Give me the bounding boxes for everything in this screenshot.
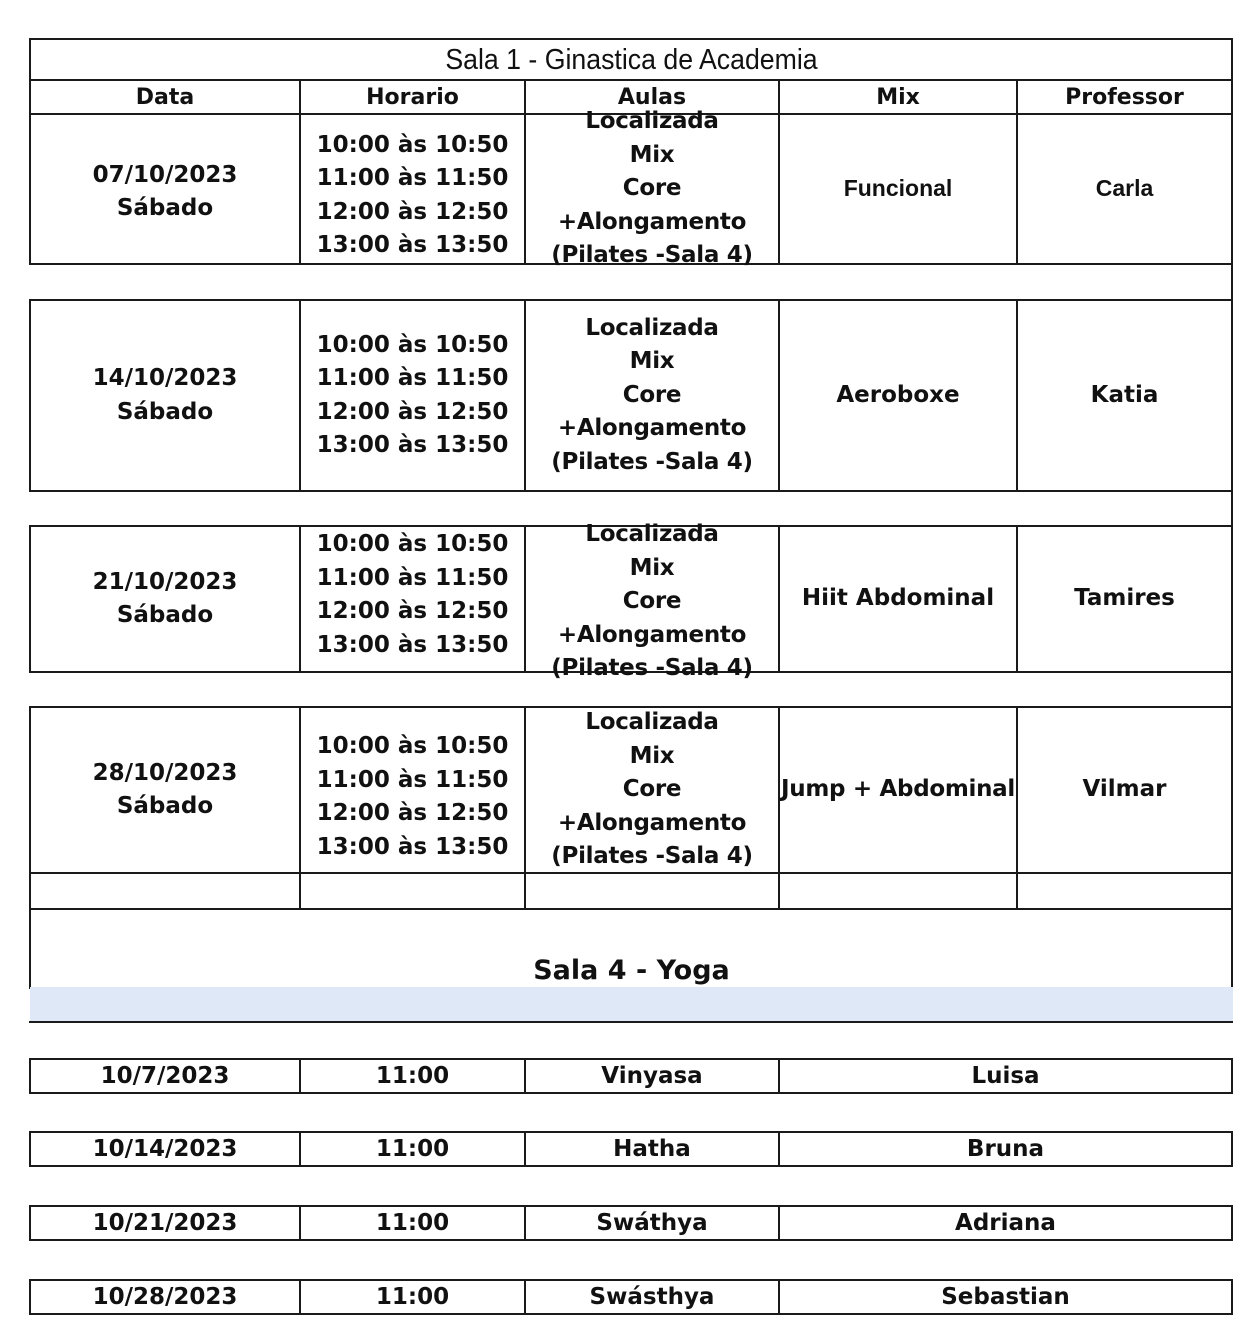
sala1-title: Sala 1 - Ginastica de Academia xyxy=(445,43,818,76)
time-slot: 11:00 às 11:50 xyxy=(316,766,509,793)
yoga-aula: Swásthya xyxy=(589,1284,715,1310)
aula-item: (Pilates -Sala 4) xyxy=(551,843,753,870)
aula-item: Core +Alongamento xyxy=(557,588,747,648)
yoga-time: 11:00 xyxy=(375,1284,450,1310)
header-horario: Horario xyxy=(366,84,459,110)
yoga-date: 10/21/2023 xyxy=(92,1210,238,1236)
time-slot: 13:00 às 13:50 xyxy=(316,631,509,658)
table-border xyxy=(29,1165,1233,1167)
sala4-title: Sala 4 - Yoga xyxy=(533,954,730,986)
aula-item: Core +Alongamento xyxy=(557,175,747,235)
mix-class: Hiit Abdominal xyxy=(801,585,995,612)
aula-item: Mix xyxy=(629,348,675,375)
row-aulas-cell xyxy=(526,108,778,269)
date: 14/10/2023 xyxy=(92,365,238,391)
table-border xyxy=(1231,1131,1233,1167)
yoga-aula: Vinyasa xyxy=(601,1063,703,1089)
aula-item: (Pilates -Sala 4) xyxy=(551,242,753,269)
date: 07/10/2023 xyxy=(92,161,238,188)
time-slot: 11:00 às 11:50 xyxy=(316,564,509,591)
row-professor-cell xyxy=(1018,708,1231,872)
mix-class: Funcional xyxy=(843,175,953,202)
time-slot: 10:00 às 10:50 xyxy=(316,331,509,358)
row-date-cell xyxy=(31,301,299,490)
time-slot: 10:00 às 10:50 xyxy=(316,531,509,557)
aula-item: (Pilates -Sala 4) xyxy=(551,655,753,682)
aula-item: Mix xyxy=(629,742,675,769)
row-date-cell xyxy=(31,708,299,872)
yoga-aula: Hatha xyxy=(613,1136,691,1162)
aula-item: Localizada xyxy=(585,521,719,548)
table-border xyxy=(1231,1058,1233,1094)
table-border xyxy=(1231,38,1233,910)
aula-item: Localizada xyxy=(585,314,719,341)
weekday: Sábado xyxy=(116,195,214,221)
row-mix-cell xyxy=(780,708,1016,872)
row-aulas-cell xyxy=(526,301,778,490)
row-times-cell xyxy=(301,527,524,663)
table-border xyxy=(29,1021,1233,1023)
table-border xyxy=(29,1313,1233,1315)
row-professor-cell xyxy=(1018,527,1231,671)
yoga-time: 11:00 xyxy=(375,1210,450,1236)
date: 21/10/2023 xyxy=(92,568,238,595)
yoga-date: 10/7/2023 xyxy=(100,1063,230,1089)
time-slot: 10:00 às 10:50 xyxy=(316,131,509,158)
yoga-time: 11:00 xyxy=(375,1136,450,1162)
table-border xyxy=(29,490,1233,492)
row-times-cell xyxy=(301,301,524,490)
professor-name: Carla xyxy=(1095,175,1154,202)
row-times-cell xyxy=(301,128,524,263)
time-slot: 12:00 às 12:50 xyxy=(316,598,509,624)
aula-item: Core +Alongamento xyxy=(557,776,747,836)
professor-name: Katia xyxy=(1090,381,1159,408)
time-slot: 13:00 às 13:50 xyxy=(316,833,509,860)
yoga-aula: Swáthya xyxy=(596,1210,708,1236)
time-slot: 13:00 às 13:50 xyxy=(316,232,509,258)
time-slot: 12:00 às 12:50 xyxy=(316,198,509,225)
table-border xyxy=(29,1239,1233,1241)
aula-item: Localizada xyxy=(585,108,719,135)
weekday: Sábado xyxy=(116,793,214,819)
row-times-cell xyxy=(301,722,524,872)
row-date-cell xyxy=(31,121,299,263)
yoga-professor: Adriana xyxy=(955,1210,1056,1236)
row-mix-cell xyxy=(780,301,1016,490)
sala4-header-band xyxy=(30,987,1233,1022)
header-professor: Professor xyxy=(1065,84,1184,110)
time-slot: 11:00 às 11:50 xyxy=(316,365,509,391)
yoga-time: 11:00 xyxy=(375,1063,450,1089)
row-aulas-cell xyxy=(526,708,778,872)
header-aulas: Aulas xyxy=(617,84,687,110)
table-border xyxy=(1231,1205,1233,1241)
yoga-professor: Bruna xyxy=(966,1136,1045,1162)
weekday: Sábado xyxy=(116,398,214,425)
yoga-professor: Sebastian xyxy=(941,1284,1070,1310)
date: 28/10/2023 xyxy=(92,759,238,786)
table-border xyxy=(29,908,1233,910)
aula-item: Core +Alongamento xyxy=(557,381,747,442)
mix-class: Jump + Abdominal xyxy=(780,776,1015,803)
professor-name: Tamires xyxy=(1074,585,1175,612)
aula-item: Localizada xyxy=(585,709,719,736)
row-date-cell xyxy=(31,527,299,671)
row-professor-cell xyxy=(1018,301,1231,490)
aula-item: Mix xyxy=(629,554,675,581)
time-slot: 12:00 às 12:50 xyxy=(316,398,509,425)
weekday: Sábado xyxy=(116,602,214,628)
row-professor-cell xyxy=(1018,115,1231,263)
time-slot: 12:00 às 12:50 xyxy=(316,800,509,826)
professor-name: Vilmar xyxy=(1082,776,1167,803)
aula-item: (Pilates -Sala 4) xyxy=(551,448,753,475)
mix-class: Aeroboxe xyxy=(836,381,960,408)
time-slot: 10:00 às 10:50 xyxy=(316,733,509,759)
yoga-date: 10/14/2023 xyxy=(92,1136,238,1162)
row-mix-cell xyxy=(780,115,1016,263)
table-border xyxy=(1231,1279,1233,1315)
row-mix-cell xyxy=(780,527,1016,671)
time-slot: 13:00 às 13:50 xyxy=(316,432,509,458)
header-mix: Mix xyxy=(876,84,920,110)
time-slot: 11:00 às 11:50 xyxy=(316,165,509,191)
row-aulas-cell xyxy=(526,521,778,682)
yoga-date: 10/28/2023 xyxy=(92,1284,238,1310)
table-border xyxy=(29,1092,1233,1094)
header-data: Data xyxy=(135,84,195,110)
aula-item: Mix xyxy=(629,141,675,168)
yoga-professor: Luisa xyxy=(971,1063,1040,1089)
